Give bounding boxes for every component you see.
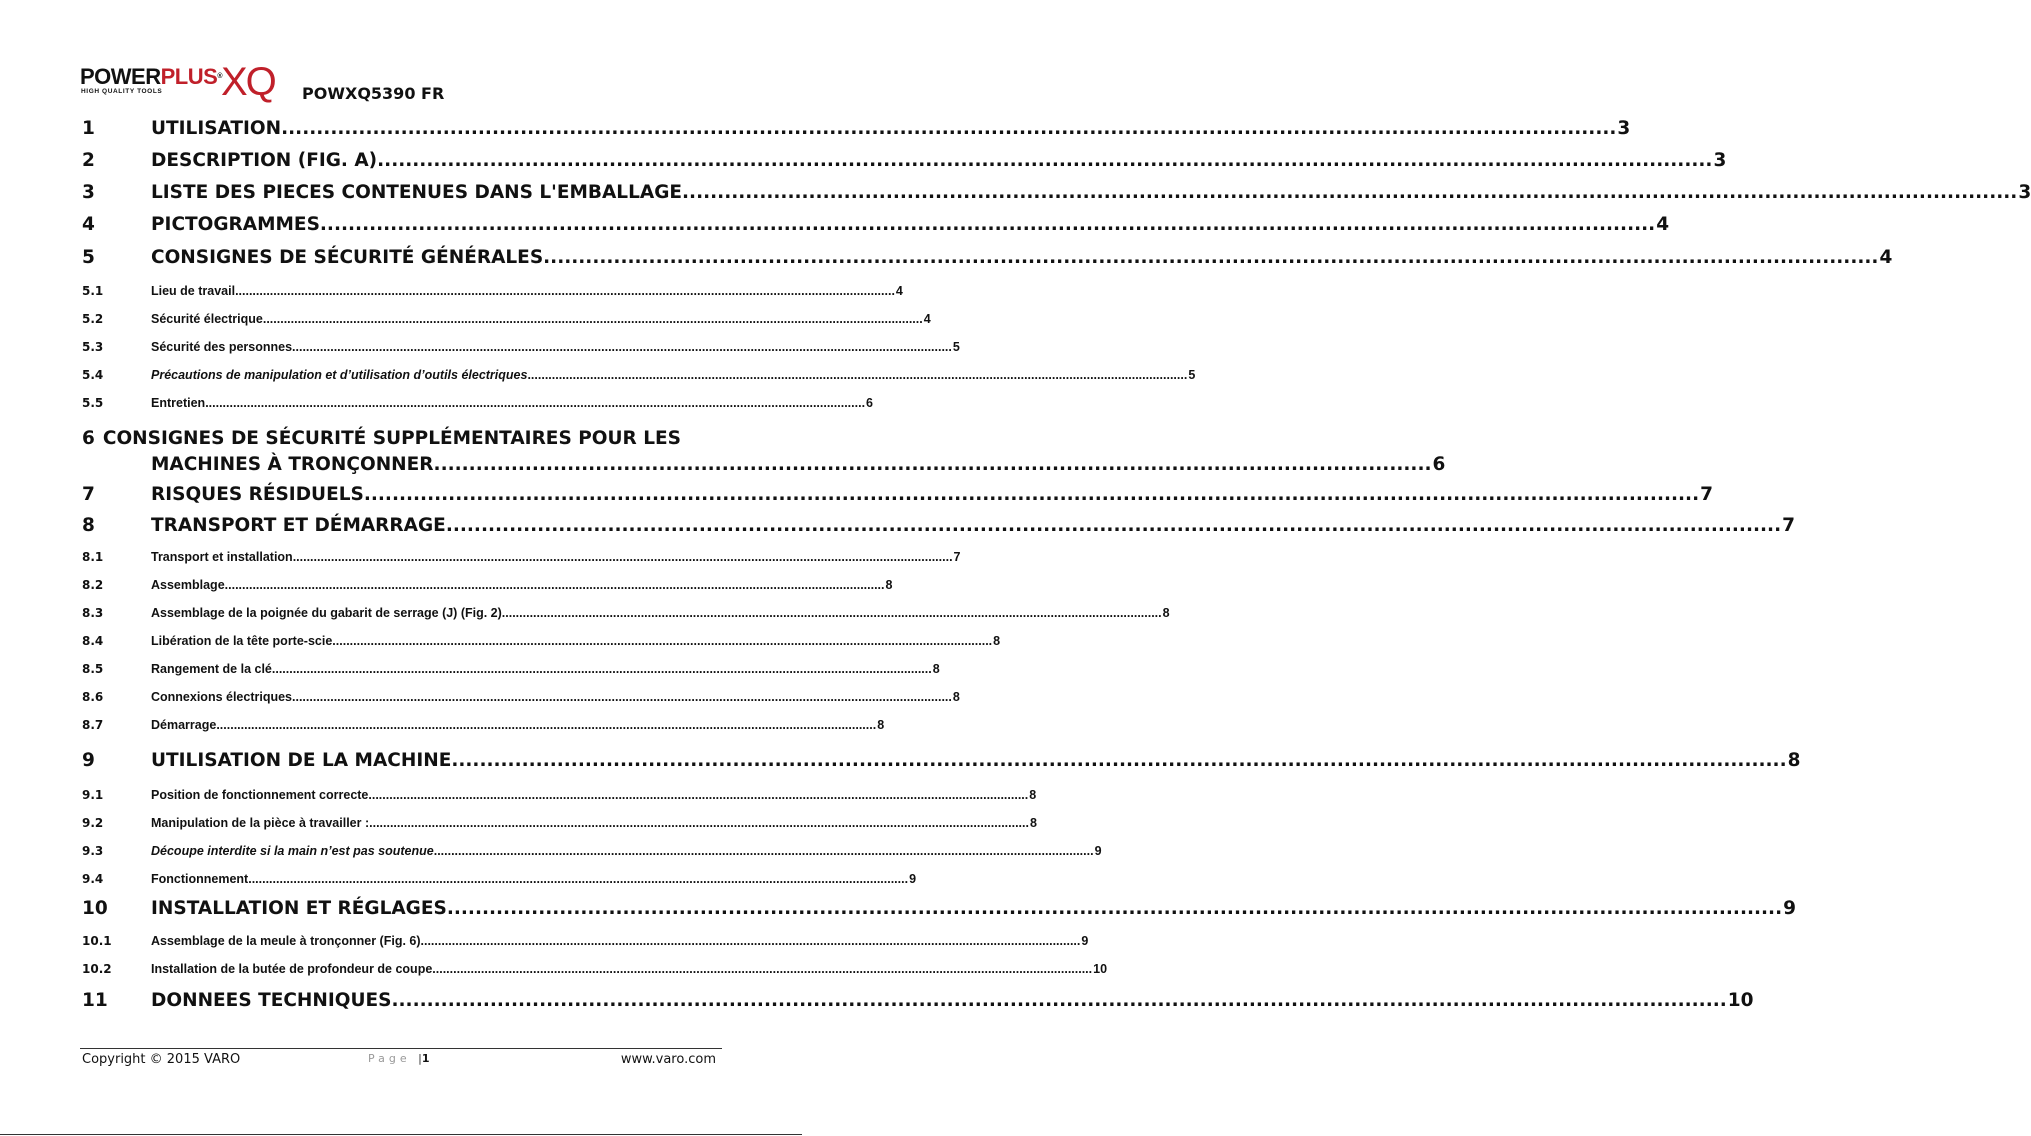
logo-plus-text: PLUS — [160, 64, 218, 89]
toc-entry-10[interactable] — [82, 898, 1796, 924]
toc-number: 10.1 — [82, 934, 112, 948]
toc-entry-8.1[interactable] — [82, 550, 961, 568]
toc-leader: .............................................................................................................................................................................................. — [451, 750, 1787, 771]
model-code: POWXQ5390 FR — [302, 84, 445, 103]
toc-number: 9.3 — [82, 844, 104, 858]
toc-title: Sécurité des personnes — [151, 340, 293, 354]
toc-title: Lieu de travail — [151, 284, 236, 298]
toc-title: Installation de la butée de profondeur de coupe — [151, 962, 433, 976]
toc-leader: .............................................................................................................................................................................................. — [281, 118, 1617, 139]
toc-page: 5 — [952, 340, 960, 354]
toc-title: Manipulation de la pièce à travailler : — [151, 816, 370, 830]
toc-number: 5.3 — [82, 340, 104, 354]
toc-entry-9.3[interactable] — [82, 844, 1102, 862]
toc-entry-9.4[interactable] — [82, 872, 917, 890]
toc-title: Sécurité électrique — [151, 312, 263, 326]
toc-entry-6[interactable] — [82, 428, 720, 454]
toc-title: Rangement de la clé — [151, 662, 272, 676]
toc-entry-8.3[interactable] — [82, 606, 1170, 624]
toc-entry-8.2[interactable] — [82, 578, 893, 596]
toc-page: 8 — [1029, 788, 1037, 802]
toc-number: 8 — [82, 515, 95, 536]
page-number: 1 — [421, 1052, 430, 1065]
toc-page: 6 — [1432, 454, 1446, 475]
page-separator: | — [418, 1052, 422, 1065]
toc-leader: .............................................................................................................................................................................................. — [377, 150, 1713, 171]
toc-title: Précautions de manipulation et d’utilisation d’outils électriques — [151, 368, 528, 382]
logo-xq-text: XQ — [221, 60, 275, 104]
toc-title: DESCRIPTION (FIG. A) — [151, 150, 378, 171]
toc-title: PICTOGRAMMES — [151, 214, 320, 235]
page-footer — [82, 1052, 718, 1070]
toc-page: 9 — [1094, 844, 1102, 858]
toc-leader: .............................................................................................................................................................................................. — [527, 368, 1188, 382]
toc-leader: .............................................................................................................................................................................................. — [445, 515, 1782, 536]
toc-number: 8.3 — [82, 606, 104, 620]
toc-entry-5.1[interactable] — [82, 284, 903, 302]
toc-page: 9 — [1081, 934, 1089, 948]
toc-leader: .............................................................................................................................................................................................. — [363, 484, 1700, 505]
toc-title: Position de fonctionnement correcte — [151, 788, 369, 802]
toc-title: DONNEES TECHNIQUES — [151, 990, 392, 1011]
toc-number: 9.1 — [82, 788, 104, 802]
toc-page: 8 — [885, 578, 893, 592]
toc-leader: .............................................................................................................................................................................................. — [391, 990, 1727, 1011]
toc-page: 9 — [909, 872, 917, 886]
toc-title: RISQUES RÉSIDUELS — [151, 484, 364, 505]
toc-leader: .............................................................................................................................................................................................. — [216, 718, 877, 732]
toc-leader: .............................................................................................................................................. — [433, 454, 1432, 475]
toc-entry-9[interactable] — [82, 750, 1801, 776]
toc-title: Libération de la tête porte-scie — [151, 634, 333, 648]
toc-number: 8.1 — [82, 550, 104, 564]
logo-power-text: POWER — [80, 64, 161, 89]
toc-number: 7 — [82, 484, 95, 505]
powerplus-logo — [80, 60, 275, 104]
toc-page: 10 — [1093, 962, 1108, 976]
toc-title: Fonctionnement — [151, 872, 249, 886]
toc-page: 8 — [877, 718, 885, 732]
toc-number: 3 — [82, 182, 95, 203]
toc-page: 10 — [1727, 990, 1754, 1011]
bottom-edge-rule — [0, 1134, 802, 1135]
toc-page: 3 — [2018, 182, 2031, 203]
toc-leader: .............................................................................................................................................................................................. — [501, 606, 1162, 620]
toc-page: 7 — [1782, 515, 1795, 536]
toc-number: 5.2 — [82, 312, 104, 326]
toc-title: CONSIGNES DE SÉCURITÉ GÉNÉRALES — [151, 247, 544, 268]
toc-page: 8 — [932, 662, 940, 676]
toc-entry-8.6[interactable] — [82, 690, 960, 708]
toc-entry-5.2[interactable] — [82, 312, 931, 330]
toc-entry-9.1[interactable] — [82, 788, 1037, 806]
toc-number: 10.2 — [82, 962, 112, 976]
toc-page: 8 — [1787, 750, 1801, 771]
website-link[interactable]: www.varo.com — [620, 1052, 716, 1067]
toc-entry-11[interactable] — [82, 990, 1754, 1016]
toc-number: 5 — [82, 247, 95, 268]
toc-page: 4 — [923, 312, 931, 326]
toc-leader: .............................................................................................................................................................................................. — [292, 690, 952, 704]
toc-page: 5 — [1188, 368, 1196, 382]
toc-title: TRANSPORT ET DÉMARRAGE — [151, 515, 446, 536]
toc-number: 1 — [82, 118, 95, 139]
toc-title: Assemblage de la meule à tronçonner (Fig. 6) — [151, 934, 421, 948]
toc-leader: .............................................................................................................................................................................................. — [369, 816, 1029, 830]
toc-title-continued: MACHINES À TRONÇONNER — [151, 454, 434, 475]
toc-number: 10 — [82, 898, 108, 919]
toc-entry-8.4[interactable] — [82, 634, 1001, 652]
toc-number: 8.2 — [82, 578, 104, 592]
toc-leader: .............................................................................................................................................................................................. — [248, 872, 909, 886]
toc-page: 4 — [895, 284, 903, 298]
toc-entry-5.5[interactable] — [82, 396, 873, 414]
toc-number: 8.4 — [82, 634, 104, 648]
toc-entry-10.2[interactable] — [82, 962, 1108, 980]
toc-page: 8 — [993, 634, 1001, 648]
toc-entry-10.1[interactable] — [82, 934, 1089, 952]
page-header — [80, 60, 720, 108]
toc-leader: .............................................................................................................................................................................................. — [433, 844, 1094, 858]
toc-entry-3[interactable] — [82, 182, 2031, 208]
toc-title: CONSIGNES DE SÉCURITÉ SUPPLÉMENTAIRES POUR LES — [102, 428, 681, 449]
toc-page: 9 — [1783, 898, 1796, 919]
toc-page: 6 — [866, 396, 873, 410]
toc-leader: .............................................................................................................................................................................................. — [292, 550, 953, 564]
toc-number: 5.5 — [82, 396, 104, 410]
toc-leader: .............................................................................................................................................................................................. — [332, 634, 993, 648]
toc-entry-8.7[interactable] — [82, 718, 885, 736]
toc-leader: .............................................................................................................................................................................................. — [543, 247, 1879, 268]
toc-leader: .............................................................................................................................................................................................. — [271, 662, 932, 676]
toc-page: 3 — [1713, 150, 1727, 171]
toc-page: 4 — [1656, 214, 1670, 235]
toc-entry-8[interactable] — [82, 515, 1795, 541]
footer-divider — [80, 1048, 722, 1049]
toc-page: 3 — [1617, 118, 1631, 139]
toc-title: Assemblage de la poignée du gabarit de serrage (J) (Fig. 2) — [151, 606, 502, 620]
toc-title: Démarrage — [151, 718, 217, 732]
copyright-text: Copyright © 2015 VARO — [82, 1052, 241, 1067]
toc-page: 7 — [1700, 484, 1713, 505]
toc-title: UTILISATION DE LA MACHINE — [151, 750, 452, 771]
logo-registered-mark: ® — [217, 73, 222, 80]
toc-entry-5.4[interactable] — [82, 368, 1196, 386]
toc-number: 2 — [82, 150, 95, 171]
toc-entry-5[interactable] — [82, 247, 1893, 273]
toc-entry-4[interactable] — [82, 214, 1670, 240]
toc-entry-7[interactable] — [82, 484, 1713, 510]
toc-title: Connexions électriques — [151, 690, 293, 704]
toc-title: INSTALLATION ET RÉGLAGES — [151, 898, 447, 919]
toc-leader: .............................................................................................................................................................................................. — [368, 788, 1029, 802]
toc-page: 7 — [953, 550, 961, 564]
toc-title: Assemblage — [151, 578, 225, 592]
toc-page: 4 — [1879, 247, 1893, 268]
toc-page: 8 — [1029, 816, 1037, 830]
toc-entry-8.5[interactable] — [82, 662, 940, 680]
toc-entry-9.2[interactable] — [82, 816, 1037, 834]
toc-title: LISTE DES PIECES CONTENUES DANS L'EMBALLAGE — [151, 182, 683, 203]
page-label: Page — [368, 1052, 411, 1065]
toc-entry-2[interactable] — [82, 150, 1727, 176]
toc-leader: .............................................................................................................................................................................................. — [682, 182, 2018, 203]
toc-title: Entretien — [151, 396, 206, 410]
toc-entry-5.3[interactable] — [82, 340, 960, 358]
toc-number: 6 — [82, 428, 95, 449]
toc-title: Transport et installation — [151, 550, 293, 564]
toc-leader: .............................................................................................................................................................................................. — [235, 284, 895, 298]
toc-leader: .............................................................................................................................................................................................. — [446, 898, 1783, 919]
logo-tagline: HIGH QUALITY TOOLS — [81, 88, 163, 95]
toc-leader: .............................................................................................................................................................................................. — [292, 340, 952, 354]
toc-number: 8.7 — [82, 718, 104, 732]
toc-number: 5.1 — [82, 284, 104, 298]
toc-leader: .............................................................................................................................................................................................. — [205, 396, 866, 410]
toc-leader: .............................................................................................................................................................................................. — [224, 578, 885, 592]
toc-number: 11 — [82, 990, 108, 1011]
toc-leader: .............................................................................................................................................................................................. — [432, 962, 1093, 976]
toc-page: 8 — [1162, 606, 1170, 620]
toc-number: 9.4 — [82, 872, 104, 886]
toc-page: 8 — [952, 690, 960, 704]
toc-number: 4 — [82, 214, 95, 235]
toc-number: 9 — [82, 750, 95, 771]
toc-leader: .............................................................................................................................................................................................. — [262, 312, 923, 326]
toc-number: 8.6 — [82, 690, 104, 704]
toc-title: Découpe interdite si la main n’est pas soutenue — [151, 844, 434, 858]
toc-number: 9.2 — [82, 816, 104, 830]
toc-entry-1[interactable] — [82, 118, 1631, 144]
toc-number: 8.5 — [82, 662, 104, 676]
toc-title: UTILISATION — [151, 118, 282, 139]
page-indicator — [368, 1052, 430, 1065]
toc-leader: .............................................................................................................................................................................................. — [420, 934, 1081, 948]
toc-number: 5.4 — [82, 368, 104, 382]
toc-leader: .............................................................................................................................................................................................. — [319, 214, 1656, 235]
toc-entry-6-continued[interactable] — [82, 454, 1446, 480]
